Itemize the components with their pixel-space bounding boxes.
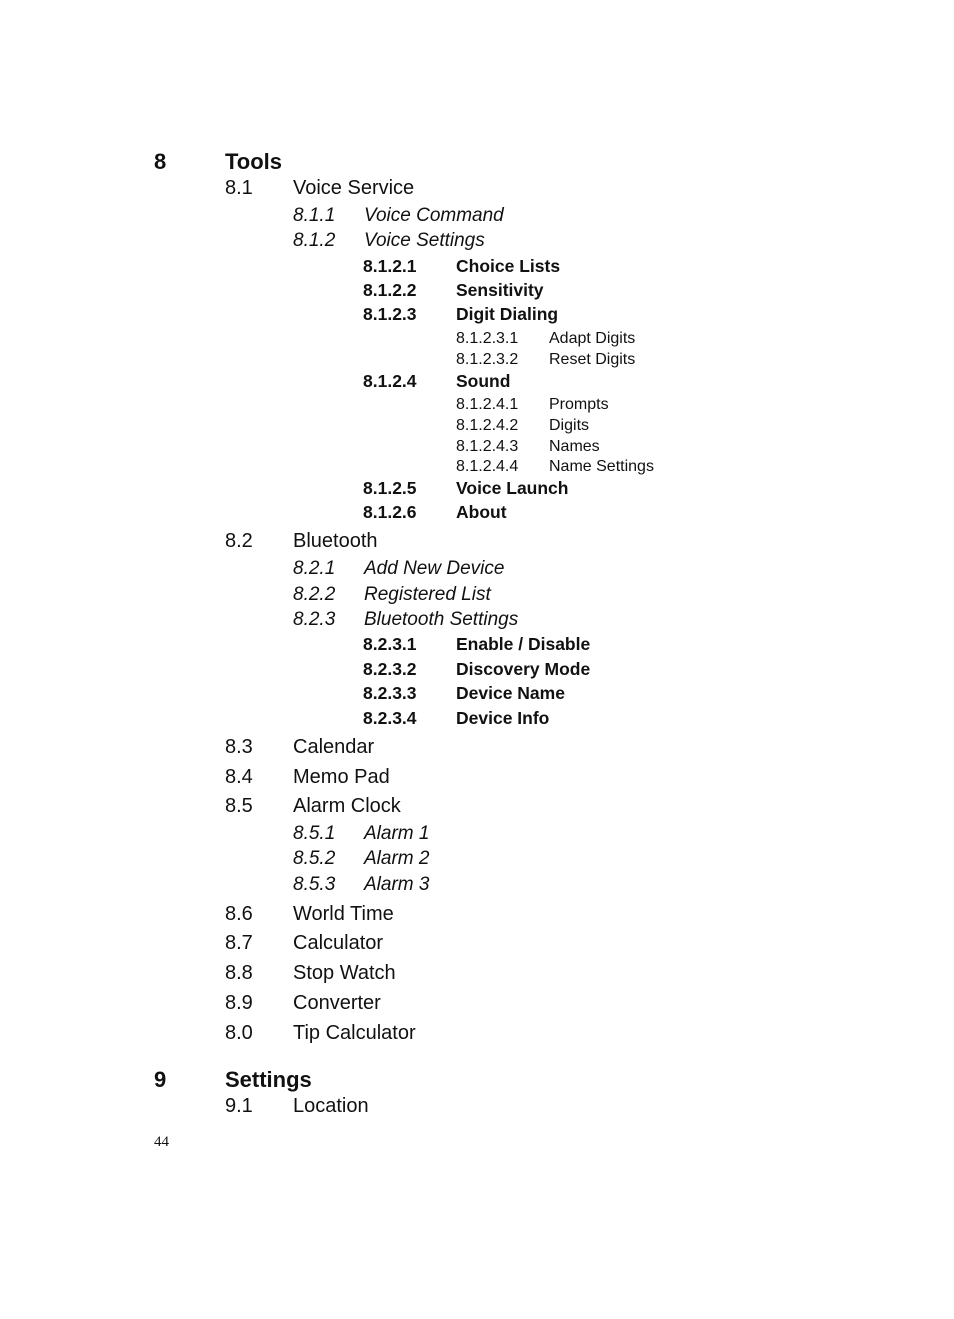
menu-entry-label: Bluetooth Settings [364, 609, 519, 630]
menu-entry-number: 8.1.2.3 [363, 304, 417, 324]
menu-entry-label: Voice Service [293, 177, 415, 199]
menu-entry-label: Sensitivity [456, 280, 544, 300]
menu-entry-number: 8.5 [225, 795, 253, 817]
menu-entry-number: 8.1.2.3.1 [456, 330, 519, 347]
menu-entry-number: 8.1.2.4 [363, 371, 417, 391]
menu-entry-number: 8.2.3.4 [363, 708, 417, 728]
menu-entry-number: 8.7 [225, 932, 253, 954]
menu-entry-label: Bluetooth [293, 530, 378, 552]
menu-entry-label: Adapt Digits [549, 330, 636, 347]
menu-entry-label: Alarm 1 [364, 823, 430, 844]
menu-entry-number: 8.9 [225, 992, 253, 1014]
menu-entry-label: Converter [293, 992, 381, 1014]
menu-entry-number: 8.1.2.3.2 [456, 351, 519, 368]
menu-entry-label: Registered List [364, 584, 491, 605]
menu-entry-label: Voice Command [364, 205, 504, 226]
menu-entry-label: Stop Watch [293, 962, 396, 984]
menu-entry-label: Calculator [293, 932, 384, 954]
menu-entry-label: About [456, 502, 507, 522]
menu-entry-number: 8.8 [225, 962, 253, 984]
menu-entry-number: 8.5.1 [293, 823, 336, 844]
menu-entry-number: 8.1.2.5 [363, 478, 417, 498]
menu-entry-number: 8.4 [225, 766, 253, 788]
menu-entry-label: World Time [293, 903, 394, 925]
menu-entry-number: 8.1.2.6 [363, 502, 417, 522]
menu-entry-label: Enable / Disable [456, 634, 591, 654]
menu-entry-label: Alarm Clock [293, 795, 401, 817]
menu-entry-label: Voice Settings [364, 230, 485, 251]
menu-entry-label: Discovery Mode [456, 659, 591, 679]
menu-entry-number: 8.3 [225, 736, 253, 758]
menu-entry-number: 8.1.2.4.2 [456, 417, 519, 434]
menu-entry-number: 9.1 [225, 1095, 253, 1117]
menu-entry-number: 8 [154, 149, 167, 174]
menu-entry-label: Location [293, 1095, 369, 1117]
menu-entry-number: 8.1.1 [293, 205, 336, 226]
menu-entry-label: Name Settings [549, 458, 654, 475]
menu-entry-label: Sound [456, 371, 511, 391]
menu-entry-number: 8.2 [225, 530, 253, 552]
menu-entry-number: 8.2.3.1 [363, 634, 417, 654]
menu-entry-label: Tools [225, 149, 283, 174]
menu-entry-label: Prompts [549, 396, 609, 413]
menu-entry-number: 8.1.2.4.4 [456, 458, 519, 475]
menu-entry-number: 8.2.2 [293, 584, 336, 605]
menu-entry-number: 8.1.2.4.1 [456, 396, 519, 413]
menu-entry-label: Settings [225, 1067, 312, 1092]
menu-entry-number: 8.6 [225, 903, 253, 925]
menu-entry-number: 8.2.3 [293, 609, 336, 630]
menu-entry-number: 8.2.3.2 [363, 659, 417, 679]
menu-entry-label: Digit Dialing [456, 304, 559, 324]
menu-entry-label: Voice Launch [456, 478, 569, 498]
menu-entry-number: 8.2.1 [293, 558, 336, 579]
menu-entry-number: 8.5.2 [293, 848, 336, 869]
menu-entry-number: 8.1 [225, 177, 253, 199]
menu-entry-number: 8.1.2.2 [363, 280, 417, 300]
menu-entry-label: Reset Digits [549, 351, 636, 368]
menu-entry-number: 8.5.3 [293, 874, 336, 895]
menu-entry-label: Digits [549, 417, 590, 434]
menu-entry-number: 8.1.2.4.3 [456, 438, 519, 455]
menu-entry-label: Device Info [456, 708, 550, 728]
menu-entry-label: Device Name [456, 683, 565, 703]
menu-entry-label: Names [549, 438, 600, 455]
menu-entry-label: Alarm 3 [364, 874, 430, 895]
menu-entry-number: 8.1.2.1 [363, 256, 417, 276]
menu-entry-label: Add New Device [364, 558, 505, 579]
menu-entry-number: 8.2.3.3 [363, 683, 417, 703]
menu-entry-label: Calendar [293, 736, 375, 758]
menu-entry-number: 8.1.2 [293, 230, 336, 251]
page-number: 44 [154, 1134, 169, 1150]
menu-entry-label: Tip Calculator [293, 1022, 416, 1044]
menu-entry-number: 8.0 [225, 1022, 253, 1044]
menu-entry-label: Memo Pad [293, 766, 390, 788]
menu-entry-label: Alarm 2 [364, 848, 430, 869]
menu-entry-label: Choice Lists [456, 256, 561, 276]
menu-entry-number: 9 [154, 1067, 167, 1092]
